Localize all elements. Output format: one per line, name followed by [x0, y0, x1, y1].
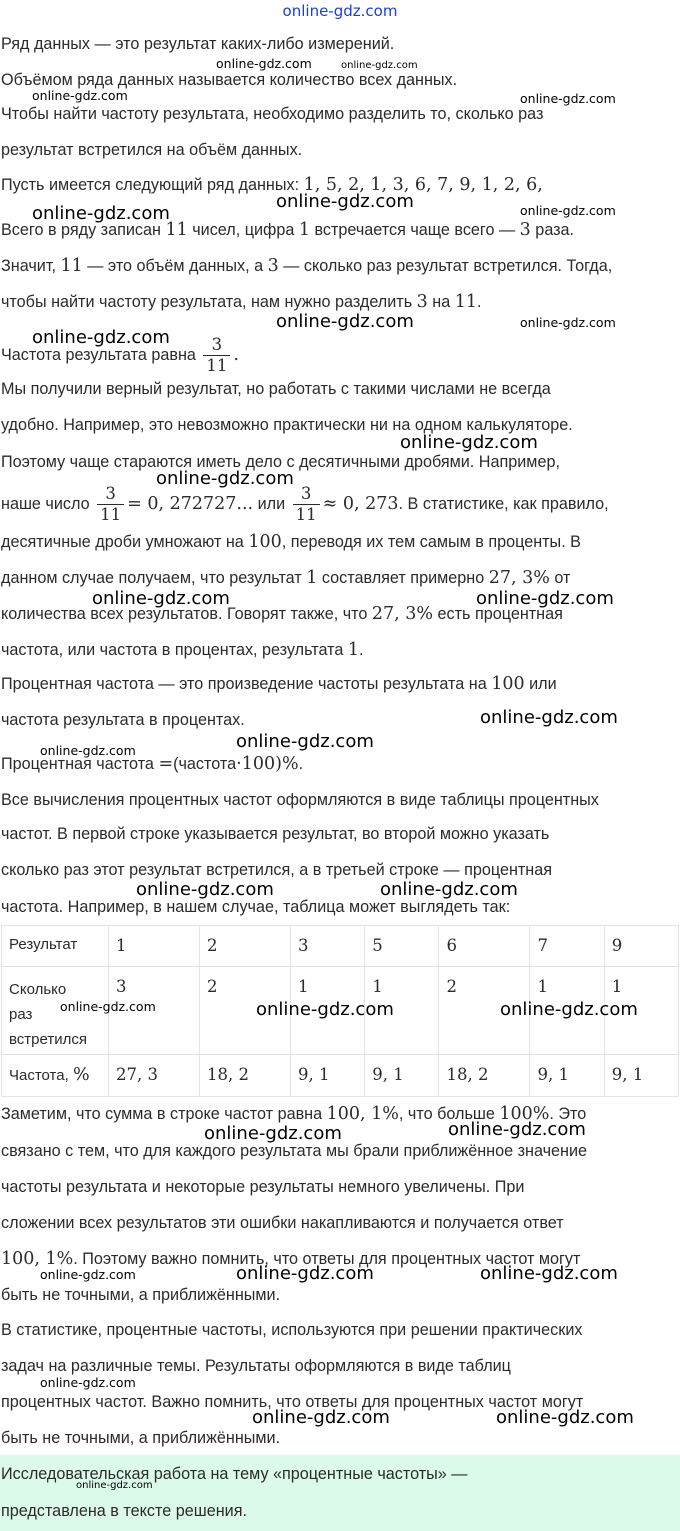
text: частота. Например, в нашем случае, таблица может выглядеть так: — [1, 898, 511, 916]
text-line — [1, 335, 679, 376]
text-line — [1, 96, 679, 132]
count-cell: 2 — [199, 967, 290, 1055]
row-label-frequency — [2, 1055, 109, 1097]
math: 1 — [306, 568, 318, 588]
watermark: online-gdz.com — [76, 1480, 153, 1491]
watermark: online-gdz.com — [204, 1123, 342, 1144]
math: 11 — [454, 292, 477, 312]
watermark: online-gdz.com — [40, 1375, 136, 1390]
text-line — [1, 1205, 679, 1241]
label-part: Сколько — [9, 981, 67, 998]
fraction — [203, 335, 230, 376]
text-line — [1, 852, 679, 888]
watermark: online-gdz.com — [136, 879, 274, 900]
text-line — [1, 167, 679, 203]
result-cell: 7 — [530, 926, 604, 967]
watermark: online-gdz.com — [448, 1119, 586, 1140]
text: чисел, цифра — [187, 221, 299, 239]
result-cell: 9 — [604, 926, 678, 967]
watermark: online-gdz.com — [92, 588, 230, 609]
text: результат встретился на объём данных. — [1, 141, 303, 159]
text-line — [1, 407, 679, 443]
text: Частота результата равна — [1, 345, 201, 364]
watermark: online-gdz.com — [216, 56, 312, 71]
text-line — [1, 816, 679, 852]
text-line — [1, 1277, 679, 1313]
text: Поэтому чаще стараются иметь дело с десятичными дробями. Например, — [1, 453, 560, 471]
math: 1, 5, 2, 1, 3, 6, 7, 9, 1, 2, 6, — [303, 175, 543, 195]
watermark: online-gdz.com — [520, 91, 616, 106]
math: 11 — [60, 256, 83, 276]
text-line — [1, 596, 679, 632]
count-cell: 1 — [365, 967, 439, 1055]
text: . В статистике, как правило, — [398, 494, 609, 513]
text-line — [1, 1169, 679, 1205]
math: 100, 1% — [1, 1249, 74, 1269]
text: Объёмом ряда данных называется количество всех данных. — [1, 71, 458, 89]
watermark: online-gdz.com — [480, 1263, 618, 1284]
text-line — [1, 560, 679, 596]
watermark: online-gdz.com — [32, 327, 170, 348]
text: составляет примерно — [317, 569, 489, 587]
text: В статистике, процентные частоты, используются при решении практических — [1, 1321, 583, 1339]
frequency-cell: 27, 3 — [109, 1055, 200, 1097]
text-line — [1, 632, 679, 668]
math: 1 — [298, 220, 310, 240]
text: , что больше — [398, 1105, 500, 1123]
text-line — [1, 1096, 679, 1132]
count-cell: 1 — [290, 967, 364, 1055]
watermark: online-gdz.com — [380, 879, 518, 900]
math: 3 — [519, 220, 531, 240]
text: быть не точными, а приближёнными. — [1, 1429, 281, 1447]
text: Значит, — [1, 257, 61, 275]
text-line — [1, 248, 679, 284]
text: удобно. Например, это невозможно практически ни на одном калькуляторе. — [1, 416, 573, 434]
text: . — [359, 641, 364, 659]
text-line — [1, 212, 679, 248]
fraction — [293, 484, 320, 525]
watermark: online-gdz.com — [480, 707, 618, 728]
watermark: online-gdz.com — [236, 731, 374, 752]
math: 3 — [267, 256, 279, 276]
text: связано с тем, что для каждого результата мы брали приближённое значение — [1, 1142, 588, 1160]
fraction-numerator: 3 — [293, 484, 320, 505]
watermark: online-gdz.com — [400, 432, 538, 453]
text-line — [1, 132, 679, 168]
math: ·100)% — [236, 754, 299, 774]
note-line: Исследовательская работа на тему «процентные частоты» — — [1, 1465, 468, 1483]
frequency-cell: 9, 1 — [290, 1055, 364, 1097]
text: на — [427, 293, 455, 311]
result-cell: 2 — [199, 926, 290, 967]
note-line: представлена в тексте решения. — [1, 1502, 247, 1520]
text-line — [1, 1384, 679, 1420]
watermark: online-gdz.com — [496, 1407, 634, 1428]
watermark: online-gdz.com — [32, 88, 128, 103]
text: раза. — [530, 221, 575, 239]
result-cell: 5 — [365, 926, 439, 967]
watermark: online-gdz.com — [40, 1267, 136, 1282]
label-part: раз — [9, 1006, 33, 1023]
text: Всего в ряду записан — [1, 221, 166, 239]
watermark: online-gdz.com — [156, 468, 294, 489]
watermark: online-gdz.com — [60, 999, 156, 1014]
text: . Это — [549, 1105, 587, 1123]
table-row-counts — [2, 967, 679, 1055]
math: = — [158, 754, 174, 774]
label-part: Частота, — [9, 1067, 73, 1084]
math: 1 — [347, 640, 360, 660]
math: = 0, 272727... — [127, 493, 254, 514]
math: 11 — [165, 220, 188, 240]
text-line — [1, 62, 679, 98]
math: 27, 3% — [371, 604, 434, 624]
text: процентных частот. Важно помнить, что ответы для процентных частот могут — [1, 1393, 584, 1411]
fraction-numerator: 3 — [203, 335, 230, 356]
text: наше число — [1, 494, 95, 513]
text-line — [1, 484, 679, 525]
row-label-result: Результат — [2, 926, 109, 967]
fraction-denominator: 11 — [206, 356, 228, 375]
count-cell: 3 — [109, 967, 200, 1055]
text: быть не точными, а приближёнными. — [1, 1286, 281, 1304]
text: Мы получили верный результат, но работать с такими числами не всегда — [1, 380, 551, 398]
text: Пусть имеется следующий ряд данных: — [1, 176, 304, 194]
text: Все вычисления процентных частот оформляются в виде таблицы процентных — [1, 791, 599, 809]
frequency-cell: 9, 1 — [530, 1055, 604, 1097]
row-label-count — [2, 967, 109, 1055]
text-line — [1, 782, 679, 818]
result-cell: 3 — [290, 926, 364, 967]
table-row-results — [2, 926, 679, 967]
text-line — [1, 1133, 679, 1169]
text: частоты результата и некоторые результаты немного увеличены. При — [1, 1178, 525, 1196]
count-cell: 2 — [439, 967, 530, 1055]
fraction — [97, 484, 124, 525]
text-line — [1, 26, 679, 62]
frequency-cell: 18, 2 — [199, 1055, 290, 1097]
result-cell: 1 — [109, 926, 200, 967]
fraction-denominator: 11 — [295, 505, 317, 524]
text-line — [1, 889, 679, 925]
text-line — [1, 524, 679, 560]
text-line — [1, 284, 679, 320]
watermark: online-gdz.com — [476, 588, 614, 609]
text: — сколько раз результат встретился. Тогда, — [278, 257, 613, 275]
fraction-denominator: 11 — [100, 505, 122, 524]
count-cell: 1 — [604, 967, 678, 1055]
text-line — [1, 1241, 679, 1277]
math: 27, 3% — [488, 568, 550, 588]
math: 3 — [416, 292, 428, 312]
percent-sign: % — [72, 1065, 90, 1085]
text: (частота — [173, 755, 237, 773]
text-line — [1, 444, 679, 480]
math: . — [233, 344, 239, 365]
fraction-numerator: 3 — [97, 484, 124, 505]
watermark: online-gdz.com — [236, 1263, 374, 1284]
text: сколько раз этот результат встретился, а в третьей строке — процентная — [1, 861, 553, 879]
text: сложении всех результатов эти ошибки накапливаются и получается ответ — [1, 1214, 564, 1232]
frequency-cell: 9, 1 — [604, 1055, 678, 1097]
text: есть процентная — [433, 605, 563, 623]
text: . — [477, 293, 482, 311]
text: . Поэтому важно помнить, что ответы для процентных частот могут — [73, 1250, 581, 1268]
text: частот. В первой строке указывается результат, во второй можно указать — [1, 825, 550, 843]
text-line — [1, 1312, 679, 1348]
text: Процентная частота — это произведение частоты результата на — [1, 675, 492, 693]
text-line — [1, 1420, 679, 1456]
text: Чтобы найти частоту результата, необходимо разделить то, сколько раз — [1, 105, 544, 123]
math: 100, 1% — [326, 1104, 399, 1124]
text: Ряд данных — это результат каких-либо измерений. — [1, 35, 395, 53]
text: Заметим, что сумма в строке частот равна — [1, 1105, 327, 1123]
math: 100 — [248, 532, 282, 552]
text: или — [524, 675, 557, 693]
frequency-cell: 9, 1 — [365, 1055, 439, 1097]
watermark: online-gdz.com — [341, 60, 418, 71]
text: Процентная частота — [1, 755, 159, 773]
text: , переводя их тем самым в проценты. В — [281, 533, 581, 551]
watermark: online-gdz.com — [500, 999, 638, 1020]
table-row-frequencies — [2, 1055, 679, 1097]
text: чтобы найти частоту результата, нам нужно разделить — [1, 293, 417, 311]
text: от — [549, 569, 571, 587]
site-header[interactable]: online-gdz.com — [282, 2, 398, 20]
frequency-table — [1, 925, 679, 1097]
text-line — [1, 666, 679, 702]
text: частота, или частота в процентах, результата — [1, 641, 348, 659]
result-note — [0, 1455, 680, 1531]
frequency-cell: 18, 2 — [439, 1055, 530, 1097]
result-cell: 6 — [439, 926, 530, 967]
text-line — [1, 1348, 679, 1384]
watermark: online-gdz.com — [520, 203, 616, 218]
label-part: встретился — [9, 1031, 87, 1048]
text: встречается чаще всего — — [309, 221, 520, 239]
watermark: online-gdz.com — [276, 191, 414, 212]
watermark: online-gdz.com — [256, 999, 394, 1020]
text: — это объём данных, а — [82, 257, 268, 275]
math: 100 — [491, 674, 525, 694]
watermark: online-gdz.com — [252, 1407, 390, 1428]
text: десятичные дроби умножают на — [1, 533, 249, 551]
watermark: online-gdz.com — [520, 315, 616, 330]
watermark: online-gdz.com — [40, 743, 136, 758]
count-cell: 1 — [530, 967, 604, 1055]
text-line — [1, 746, 679, 782]
watermark: online-gdz.com — [276, 311, 414, 332]
text-line — [1, 371, 679, 407]
math: ≈ 0, 273 — [322, 493, 399, 514]
text-line — [1, 702, 679, 738]
math: 100% — [499, 1104, 550, 1124]
text: . — [298, 755, 304, 773]
text: задач на различные темы. Результаты оформляются в виде таблиц — [1, 1357, 511, 1375]
watermark: online-gdz.com — [32, 203, 170, 224]
text: данном случае получаем, что результат — [1, 569, 307, 587]
text: частота результата в процентах. — [1, 711, 245, 729]
text: или — [253, 494, 290, 513]
text: количества всех результатов. Говорят также, что — [1, 605, 372, 623]
